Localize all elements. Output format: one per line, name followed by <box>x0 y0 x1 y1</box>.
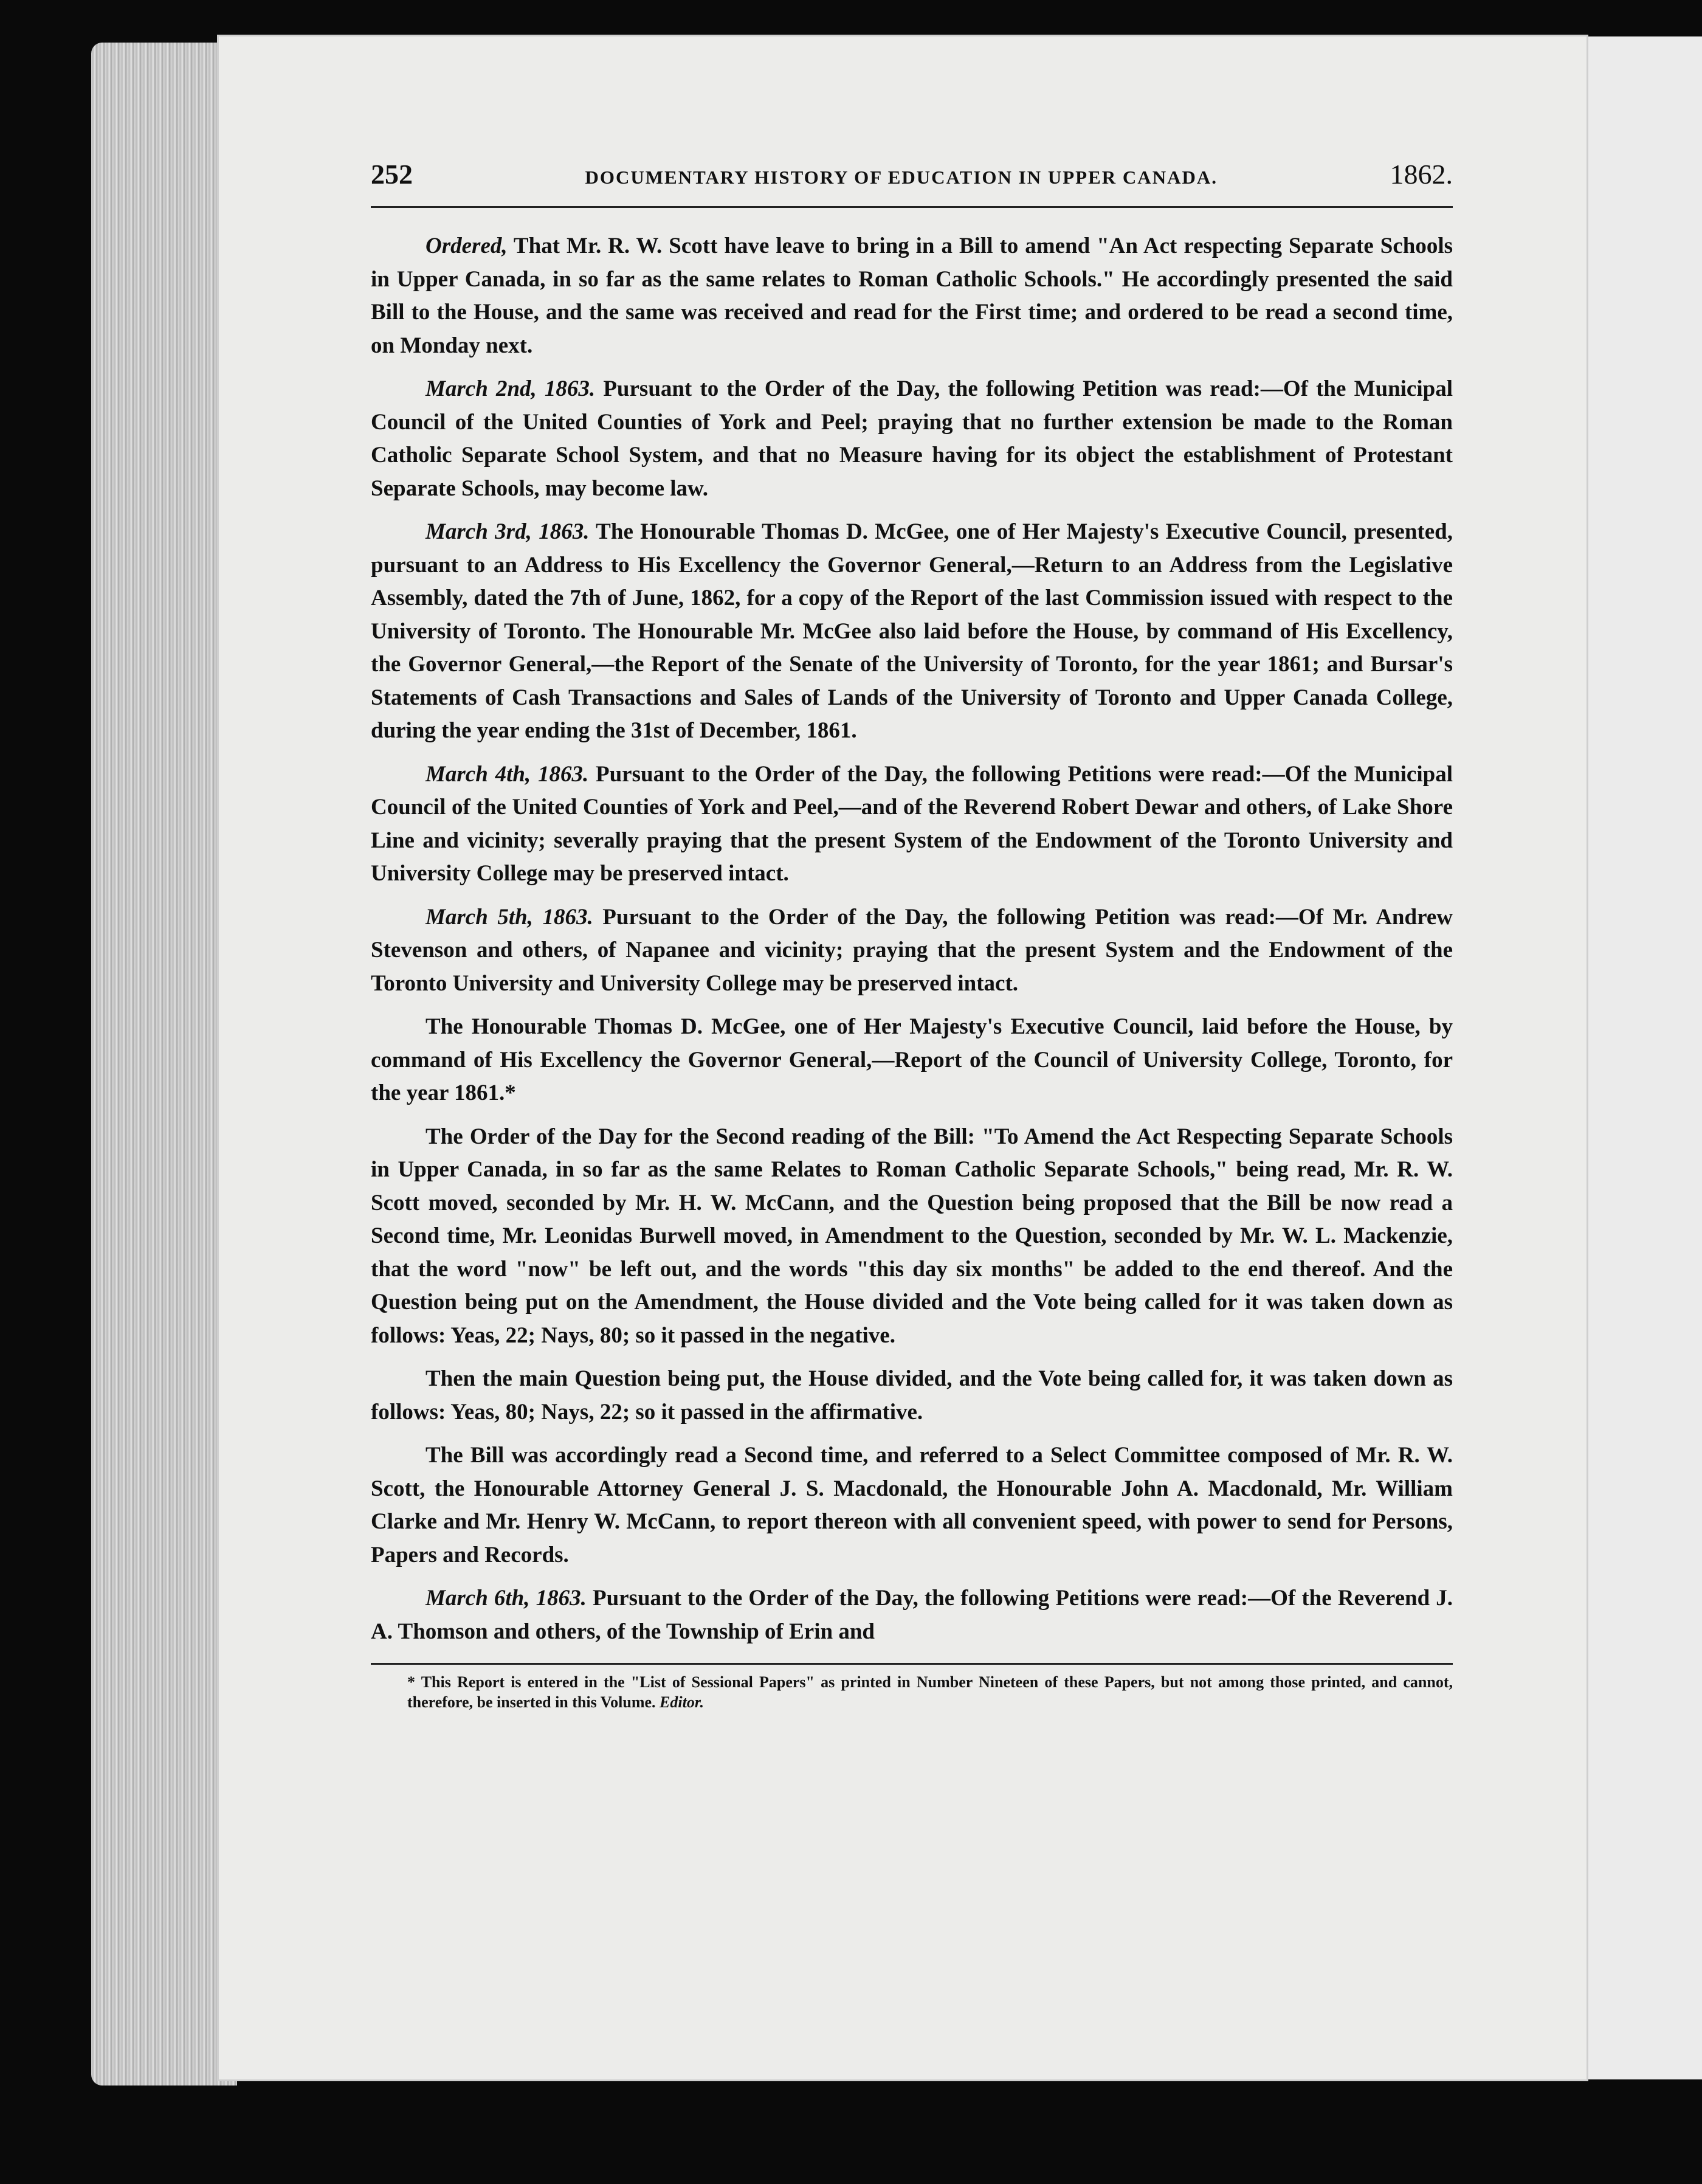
footnote-rule <box>371 1663 1453 1665</box>
footnote-text: * This Report is entered in the "List of Sessional Papers" as printed in Number Nineteen of these Papers, but not among those printed, and cannot, therefore, be inserted in this Volume. <box>407 1673 1453 1711</box>
paragraph-text: Pursuant to the Order of the Day, the following Petition was read:—Of the Municipal Council of the United Counties of York and Peel; praying that no further extension be made to the Roman Catholic Separate School System, and that no Measure having for its object the establishment of Protestant Separate Schools, may become law. <box>371 376 1453 501</box>
footnote <box>371 1672 1453 1712</box>
paragraph-text: Pursuant to the Order of the Day, the following Petition was read:—Of Mr. Andrew Stevenson and others, of Napanee and vicinity; praying that the present System and the Endowment of the Toronto University and University College may be preserved intact. <box>371 904 1453 996</box>
paragraph-text: Then the main Question being put, the House divided, and the Vote being called for, it was taken down as follows: Yeas, 80; Nays, 22; so it passed in the affirmative. <box>371 1366 1453 1425</box>
paragraph-march-4 <box>371 758 1453 891</box>
paragraph-lead: Ordered, <box>426 233 508 258</box>
paragraph-date: March 2nd, 1863. <box>426 376 596 401</box>
paragraph-text: The Honourable Thomas D. McGee, one of Her Majesty's Executive Council, presented, pursuant to an Address to His Excellency the Governor General,—Return to an Address from the Legislative Assembly, dated the 7th of June, 1862, for a copy of the Report of the last Commission issued with respect to the University of Toronto. The Honourable Mr. McGee also laid before the House, by command of His Excellency, the Governor General,—the Report of the Senate of the University of Toronto, for the year 1861; and Bursar's Statements of Cash Transactions and Sales of Lands of the University of Toronto and Upper Canada College, during the year ending the 31st of December, 1861. <box>371 519 1453 743</box>
paragraph-text: The Order of the Day for the Second reading of the Bill: "To Amend the Act Respecting Separate Schools in Upper Canada, in so far as the same Relates to Roman Catholic Separate Schools," being read, Mr. R. W. Scott moved, seconded by Mr. H. W. McCann, and the Question being proposed that the Bill be now read a Second time, Mr. Leonidas Burwell moved, in Amendment to the Question, seconded by Mr. W. L. Mackenzie, that the word "now" be left out, and the words "this day six months" be added to the end thereof. And the Question being put on the Amendment, the House divided and the Vote being called for it was taken down as follows: Yeas, 22; Nays, 80; so it passed in the negative. <box>371 1124 1453 1348</box>
paragraph-date: March 3rd, 1863. <box>426 519 590 544</box>
paragraph-text: That Mr. R. W. Scott have leave to bring in a Bill to amend "An Act respecting Separate Schools in Upper Canada, in so far as the same relates to Roman Catholic Schools." He accordingly presented the said Bill to the House, and the same was received and read for the First time; and ordered to be read a second time, on Monday next. <box>371 233 1453 358</box>
page-number: 252 <box>371 159 413 190</box>
paragraph-date: March 5th, 1863. <box>426 904 593 930</box>
paragraph-march-6 <box>371 1582 1453 1648</box>
paragraph-text: Pursuant to the Order of the Day, the following Petitions were read:—Of the Reverend J. A. Thomson and others, of the Township of Erin and <box>371 1586 1453 1644</box>
paragraph-text: Pursuant to the Order of the Day, the following Petitions were read:—Of the Municipal Council of the United Counties of York and Peel,—and of the Reverend Robert Dewar and others, of Lake Shore Line and vicinity; severally praying that the present System of the Endowment of the Toronto University and University College may be preserved intact. <box>371 761 1453 886</box>
running-head <box>371 158 1453 206</box>
header-rule <box>371 206 1453 208</box>
footnote-editor: Editor. <box>660 1693 705 1711</box>
paragraph-march-2 <box>371 373 1453 505</box>
running-title: DOCUMENTARY HISTORY OF EDUCATION IN UPPER CANADA. <box>585 167 1218 188</box>
facing-page-edge <box>1588 36 1702 2079</box>
paragraph-text: The Honourable Thomas D. McGee, one of Her Majesty's Executive Council, laid before the House, by command of His Excellency the Governor General,—Report of the Council of University College, Toronto, for the year 1861.* <box>371 1014 1453 1105</box>
paragraph-text: The Bill was accordingly read a Second time, and referred to a Select Committee composed of Mr. R. W. Scott, the Honourable Attorney General J. S. Macdonald, the Honourable John A. Macdonald, Mr. William Clarke and Mr. Henry W. McCann, to report thereon with all convenient speed, with power to send for Persons, Papers and Records. <box>371 1443 1453 1567</box>
paragraph-march-5 <box>371 901 1453 1001</box>
running-year: 1862. <box>1390 159 1453 190</box>
book-page <box>219 36 1587 2079</box>
paragraph-mcgee-report <box>371 1011 1453 1110</box>
paragraph-march-3 <box>371 516 1453 748</box>
paragraph-second-reading <box>371 1121 1453 1353</box>
paragraph-ordered <box>371 230 1453 362</box>
paragraph-select-committee <box>371 1439 1453 1572</box>
paragraph-date: March 4th, 1863. <box>426 761 589 787</box>
page-block-edges <box>91 43 237 2086</box>
paragraph-date: March 6th, 1863. <box>426 1586 587 1611</box>
paragraph-main-question <box>371 1363 1453 1429</box>
page-content <box>371 158 1453 1712</box>
